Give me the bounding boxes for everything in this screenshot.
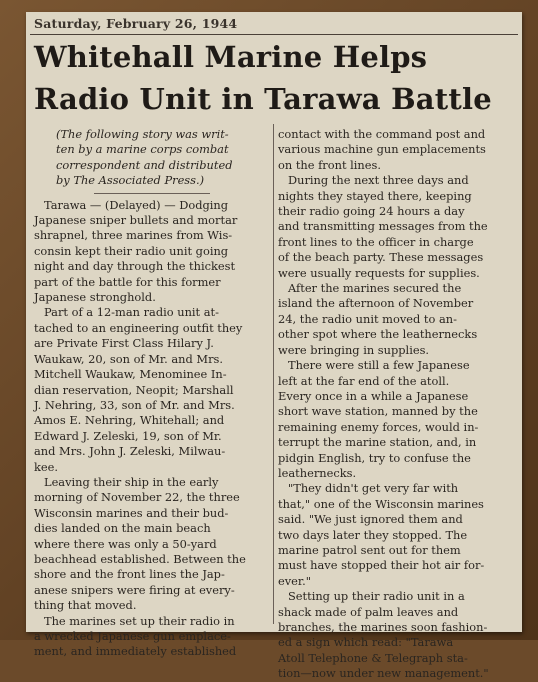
article-line: ten by a marine corps combat	[56, 142, 229, 157]
article-line: Edward J. Zeleski, 19, son of Mr.	[34, 428, 222, 443]
article-column-left	[34, 127, 270, 660]
article-line: During the next three days and	[288, 173, 469, 188]
article-line: 24, the radio unit moved to an-	[278, 311, 457, 326]
article-line: nights they stayed there, keeping	[278, 188, 472, 203]
article-line: Part of a 12-man radio unit at-	[44, 305, 219, 320]
article-line: Atoll Telephone & Telegraph sta-	[278, 650, 468, 665]
article-line: tion—now under new management."	[278, 666, 489, 681]
article-line: by The Associated Press.)	[56, 173, 205, 188]
article-line: and Mrs. John J. Zeleski, Milwau-	[34, 444, 226, 459]
article-line: (The following story was writ-	[56, 127, 229, 141]
article-line: must have stopped their hot air for-	[278, 558, 485, 573]
article-line: were bringing in supplies.	[278, 342, 430, 357]
article-line: tached to an engineering outfit they	[34, 320, 243, 335]
article-line: contact with the command post and	[278, 127, 486, 141]
article-line: remaining enemy forces, would in-	[278, 419, 479, 434]
article-line: J. Nehring, 33, son of Mr. and Mrs.	[34, 397, 235, 412]
article-line: Setting up their radio unit in a	[288, 589, 465, 604]
article-line: left at the far end of the atoll.	[278, 373, 450, 388]
article-line: shrapnel, three marines from Wis-	[34, 228, 233, 243]
article-line: Mitchell Waukaw, Menominee In-	[34, 367, 227, 382]
article-line: part of the battle for this former	[34, 274, 221, 289]
article-line: various machine gun emplacements	[278, 142, 486, 157]
article-line: two days later they stopped. The	[278, 527, 468, 542]
dateline-rule	[30, 34, 518, 35]
article-line: shore and the front lines the Jap-	[34, 567, 225, 582]
article-line: beachhead established. Between the	[34, 551, 246, 566]
article-line: were usually requests for supplies.	[278, 265, 480, 280]
article-line: "They didn't get very far with	[288, 481, 459, 496]
article-line: dian reservation, Neopit; Marshall	[34, 382, 234, 397]
article-line: dies landed on the main beach	[34, 521, 211, 536]
article-line: ever."	[278, 573, 311, 588]
article-line: said. "We just ignored them and	[278, 512, 463, 527]
article-line: ed a sign which read: "Tarawa	[278, 635, 454, 650]
article-line: a wrecked Japanese gun emplace-	[34, 629, 231, 643]
article-line: consin kept their radio unit going	[34, 243, 229, 258]
article-line: branches, the marines soon fashion-	[278, 620, 488, 634]
article-line: ment, and immediately established	[34, 644, 237, 659]
article-line: leathernecks.	[278, 465, 357, 480]
article-line: Japanese stronghold.	[34, 290, 156, 305]
newspaper-clipping	[26, 12, 522, 681]
article-line: pidgin English, try to confuse the	[278, 450, 471, 465]
headline-line-1: Whitehall Marine Helps	[34, 40, 428, 74]
article-line: The marines set up their radio in	[44, 613, 235, 628]
article-line: thing that moved.	[34, 598, 137, 613]
article-line: that," one of the Wisconsin marines	[278, 496, 484, 511]
column-divider	[273, 124, 274, 624]
article-line: Every once in a while a Japanese	[278, 388, 469, 403]
article-line: night and day through the thickest	[34, 259, 236, 274]
article-line: Wisconsin marines and their bud-	[34, 505, 229, 520]
article-line: After the marines secured the	[288, 281, 462, 296]
article-line: short wave station, manned by the	[278, 404, 478, 419]
article-line: marine patrol sent out for them	[278, 542, 461, 557]
article-line: kee.	[34, 459, 59, 474]
article-line: island the afternoon of November	[278, 296, 474, 311]
article-line: other spot where the leathernecks	[278, 327, 478, 342]
article-line: Japanese sniper bullets and mortar	[34, 213, 238, 228]
article-line: There were still a few Japanese	[288, 358, 470, 373]
article-line: their radio going 24 hours a day	[278, 204, 465, 219]
article-line: Amos E. Nehring, Whitehall; and	[34, 413, 225, 428]
intro-divider-rule	[94, 193, 210, 194]
article-line: Tarawa — (Delayed) — Dodging	[44, 197, 229, 212]
article-line: Leaving their ship in the early	[44, 474, 219, 489]
article-line: front lines to the officer in charge	[278, 234, 474, 249]
article-line: Waukaw, 20, son of Mr. and Mrs.	[34, 351, 223, 366]
article-line: morning of November 22, the three	[34, 490, 240, 505]
article-line: terrupt the marine station, and, in	[278, 435, 477, 450]
article-line: anese snipers were firing at every-	[34, 582, 235, 597]
article-line: on the front lines.	[278, 157, 381, 172]
article-line: of the beach party. These messages	[278, 250, 484, 265]
article-line: correspondent and distributed	[56, 157, 233, 172]
article-column-right	[278, 127, 516, 682]
article-line: are Private First Class Hilary J.	[34, 336, 214, 351]
headline-line-2: Radio Unit in Tarawa Battle	[34, 82, 492, 116]
article-line: where there was only a 50-yard	[34, 536, 217, 551]
article-line: and transmitting messages from the	[278, 219, 488, 234]
dateline: Saturday, February 26, 1944	[34, 16, 238, 31]
article-line: shack made of palm leaves and	[278, 604, 459, 619]
